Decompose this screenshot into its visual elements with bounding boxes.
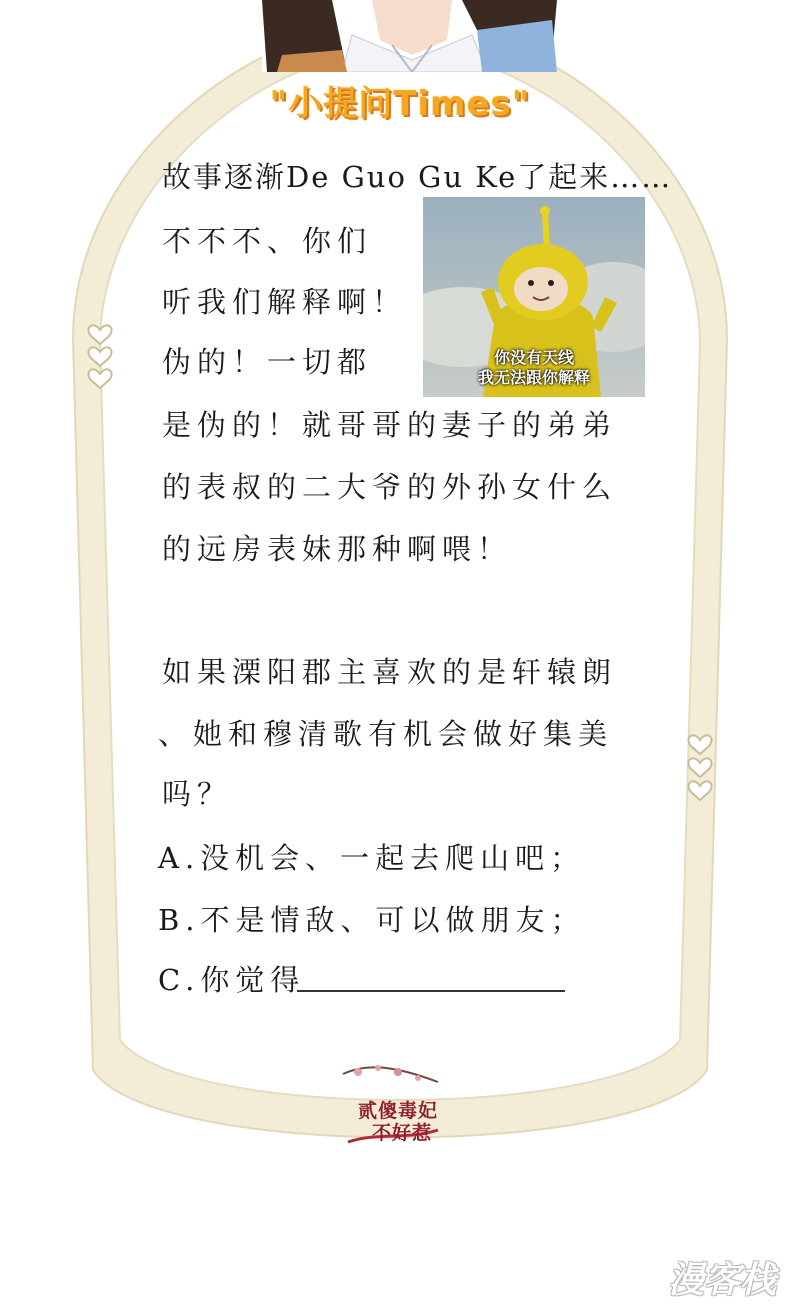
logo-line-2: 不好惹: [372, 1122, 433, 1144]
option-b: B.不是情敌、可以做朋友；: [158, 903, 586, 937]
hearts-right-icon: [688, 735, 711, 800]
option-a: A.没机会、一起去爬山吧；: [158, 841, 586, 875]
meme-caption-2: 我无法跟你解释: [477, 368, 590, 387]
text-line-8: 如果溧阳郡主喜欢的是轩辕朗: [162, 655, 618, 689]
text-line-7: 的远房表妹那种啊喂！: [162, 532, 513, 566]
text-line-5: 是伪的！就哥哥的妻子的弟弟: [162, 408, 618, 442]
section-title: "小提问Times": [269, 84, 531, 124]
meme-caption-1: 你没有天线: [493, 348, 574, 367]
site-watermark: 漫客栈: [668, 1260, 777, 1301]
text-line-1: 故事逐渐De Guo Gu Ke了起来……: [162, 160, 673, 194]
meme-image: [423, 197, 645, 397]
text-line-10: 吗？: [162, 777, 233, 811]
text-line-6: 的表叔的二大爷的外孙女什么: [162, 470, 618, 504]
answer-blank-line: [297, 990, 565, 992]
option-c: C.你觉得: [158, 963, 306, 997]
hearts-left-icon: [88, 325, 111, 388]
text-line-4: 伪的！一切都: [162, 345, 373, 379]
logo-line-1: 贰傻毒妃: [358, 1100, 439, 1122]
character-illustration: [262, 0, 557, 72]
text-line-9: 、她和穆清歌有机会做好集美: [158, 717, 614, 751]
text-line-2: 不不不、你们: [162, 224, 373, 258]
comic-logo: [338, 1062, 450, 1146]
text-line-3: 听我们解释啊！: [162, 285, 408, 319]
